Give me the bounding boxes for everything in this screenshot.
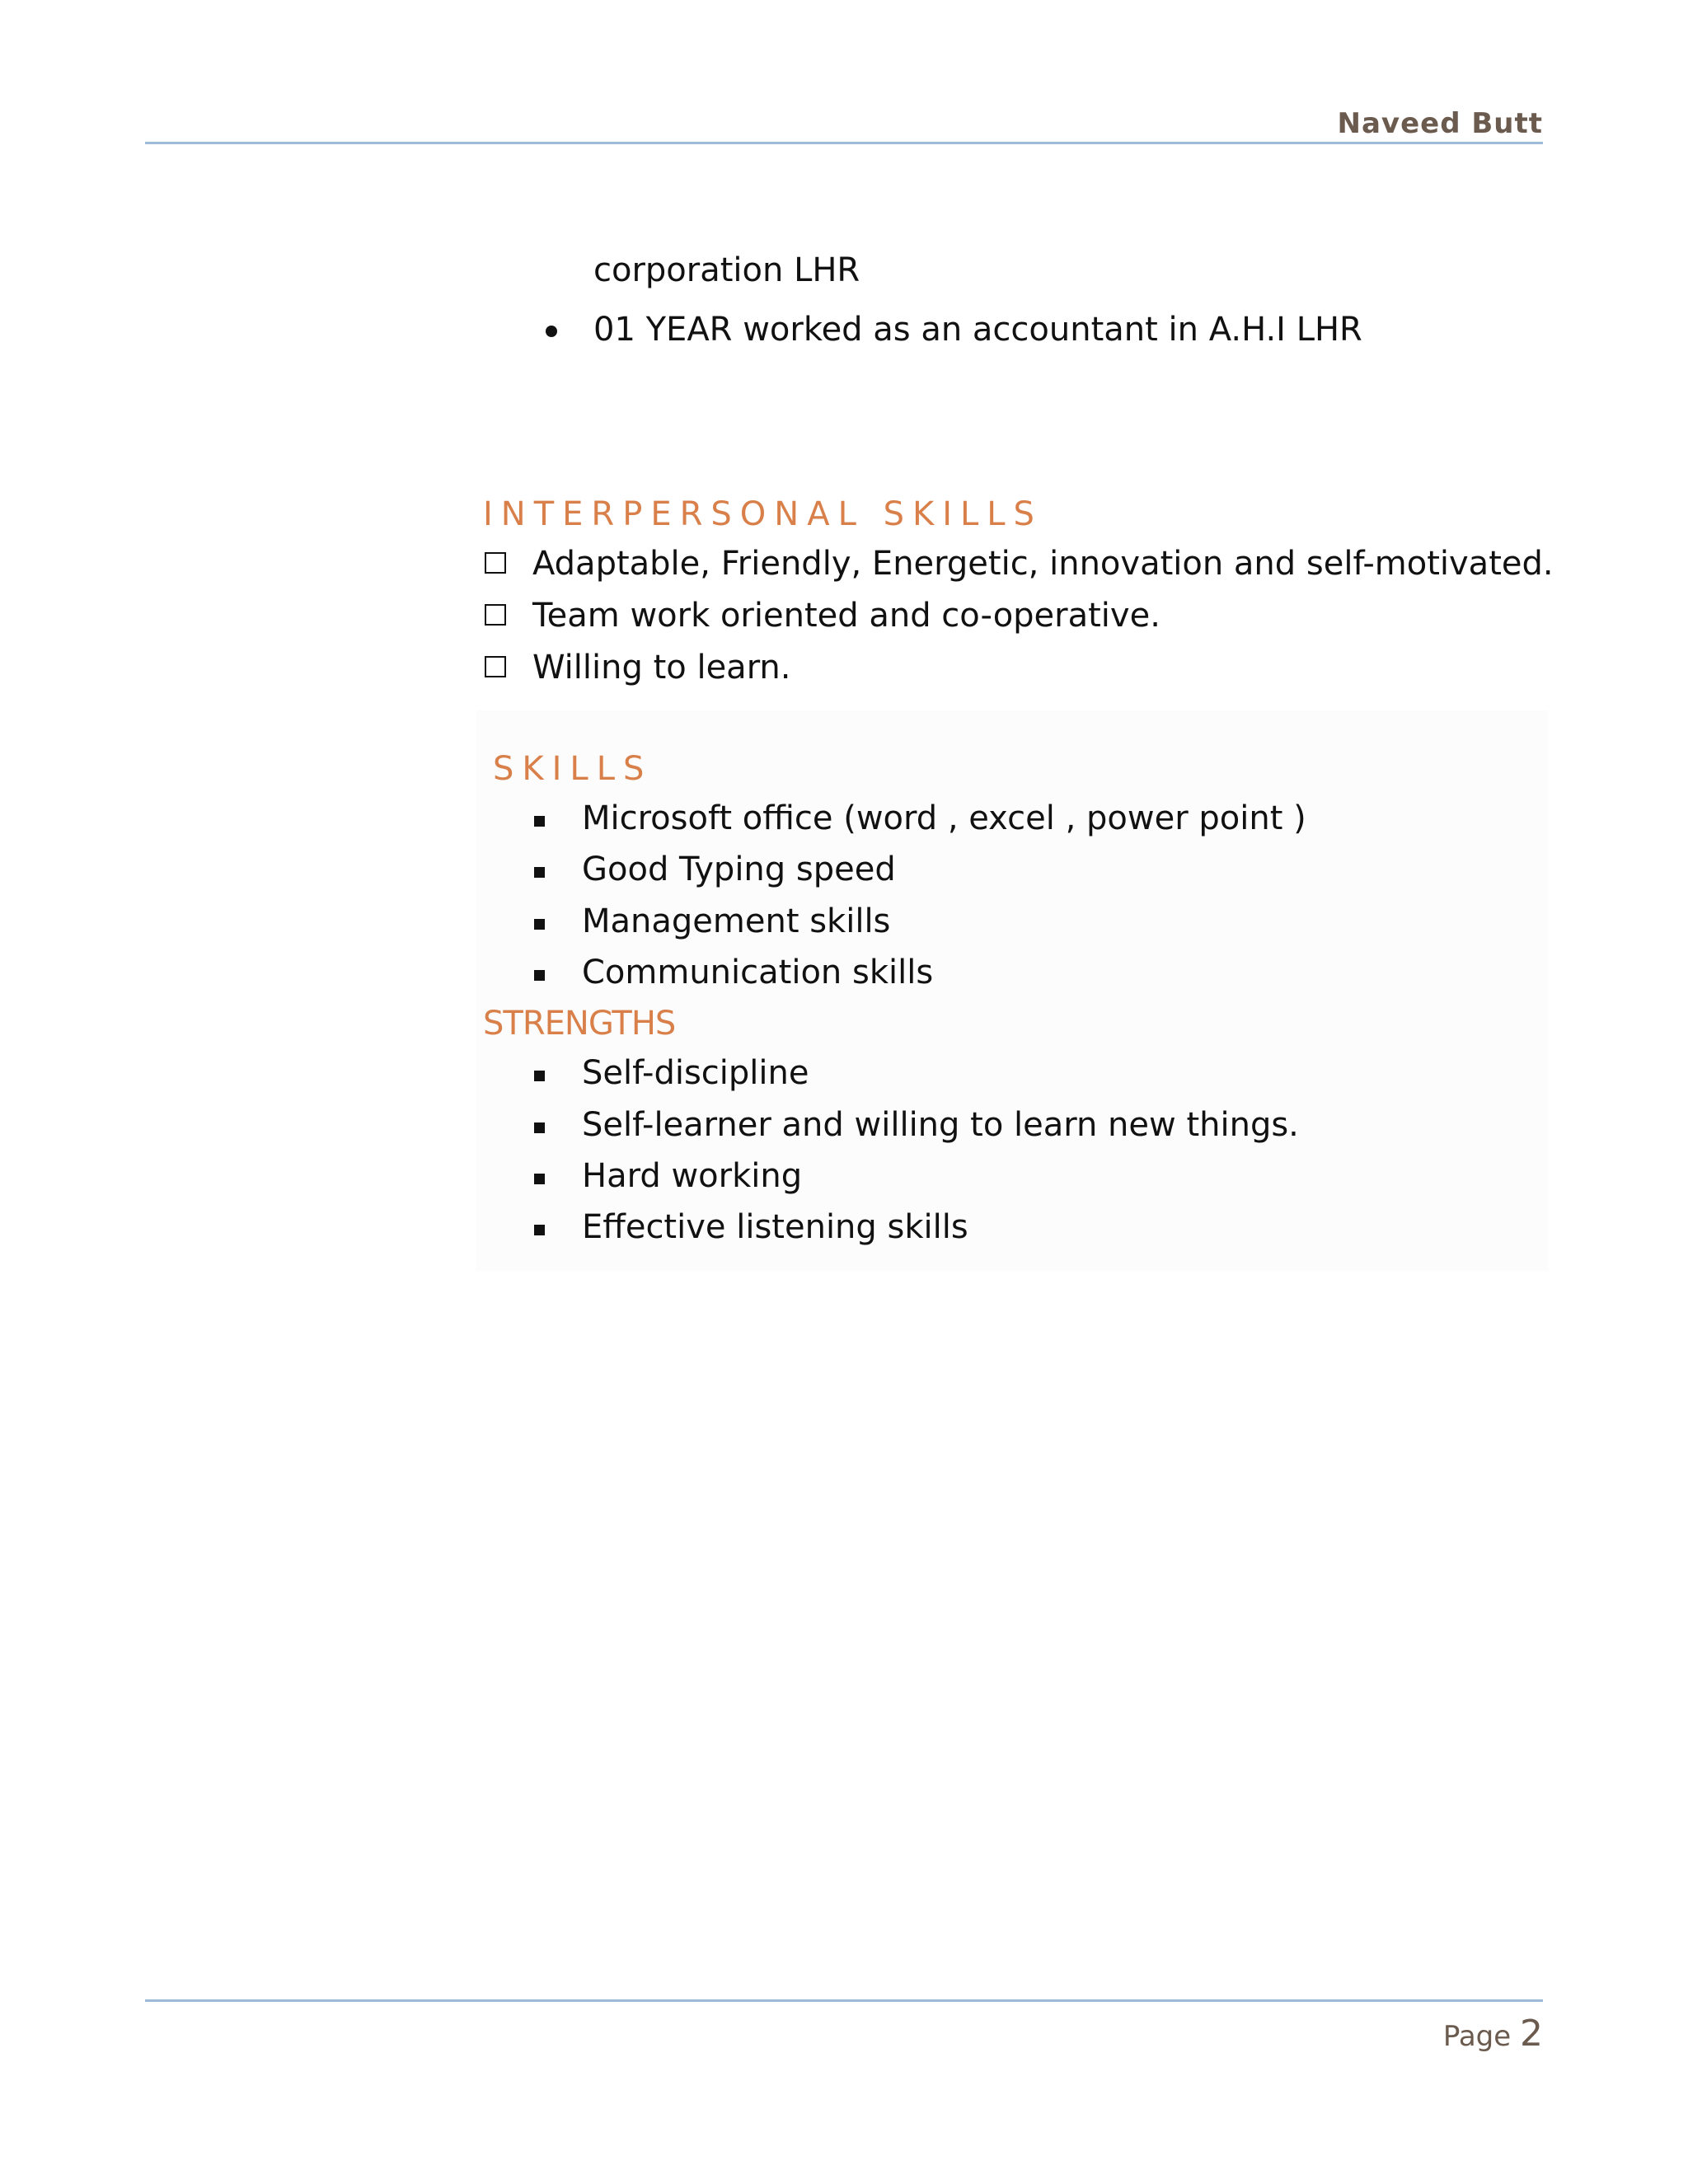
experience-item: 01 YEAR worked as an accountant in A.H.I LHR: [593, 311, 1362, 349]
skills-item: Management skills: [582, 902, 891, 940]
square-bullet-icon: [534, 867, 545, 878]
strengths-heading: STRENGTHS: [483, 1005, 676, 1043]
checkbox-icon: [485, 656, 506, 677]
page-label: Page: [1442, 2020, 1512, 2053]
skills-item: Communication skills: [582, 954, 934, 991]
strengths-item: Self-discipline: [582, 1054, 809, 1092]
square-bullet-icon: [534, 970, 545, 981]
footer-rule: [145, 1999, 1543, 2002]
interpersonal-item: Adaptable, Friendly, Energetic, innovation and self-motivated.: [532, 545, 1554, 583]
square-bullet-icon: [534, 919, 545, 930]
strengths-item: Hard working: [582, 1157, 803, 1195]
strengths-item: Effective listening skills: [582, 1208, 968, 1246]
header-rule: [145, 142, 1543, 144]
checkbox-icon: [485, 552, 506, 574]
square-bullet-icon: [534, 1122, 545, 1133]
page-number-value: 2: [1520, 2013, 1543, 2055]
interpersonal-item: Team work oriented and co-operative.: [532, 597, 1160, 635]
strengths-item: Self-learner and willing to learn new things.: [582, 1106, 1299, 1144]
skills-item: Microsoft office (word , excel , power point ): [582, 799, 1306, 837]
square-bullet-icon: [534, 1225, 545, 1235]
skills-item: Good Typing speed: [582, 851, 896, 888]
square-bullet-icon: [534, 1071, 545, 1081]
experience-continuation: corporation LHR: [593, 251, 860, 289]
header-name: Naveed Butt: [1337, 107, 1543, 140]
page-number: [1443, 2013, 1543, 2055]
bullet-dot: [546, 326, 557, 337]
square-bullet-icon: [534, 1174, 545, 1184]
checkbox-icon: [485, 604, 506, 626]
square-bullet-icon: [534, 816, 545, 827]
interpersonal-item: Willing to learn.: [532, 649, 791, 687]
interpersonal-heading: INTERPERSONAL SKILLS: [483, 495, 1043, 533]
skills-heading: SKILLS: [493, 750, 653, 788]
